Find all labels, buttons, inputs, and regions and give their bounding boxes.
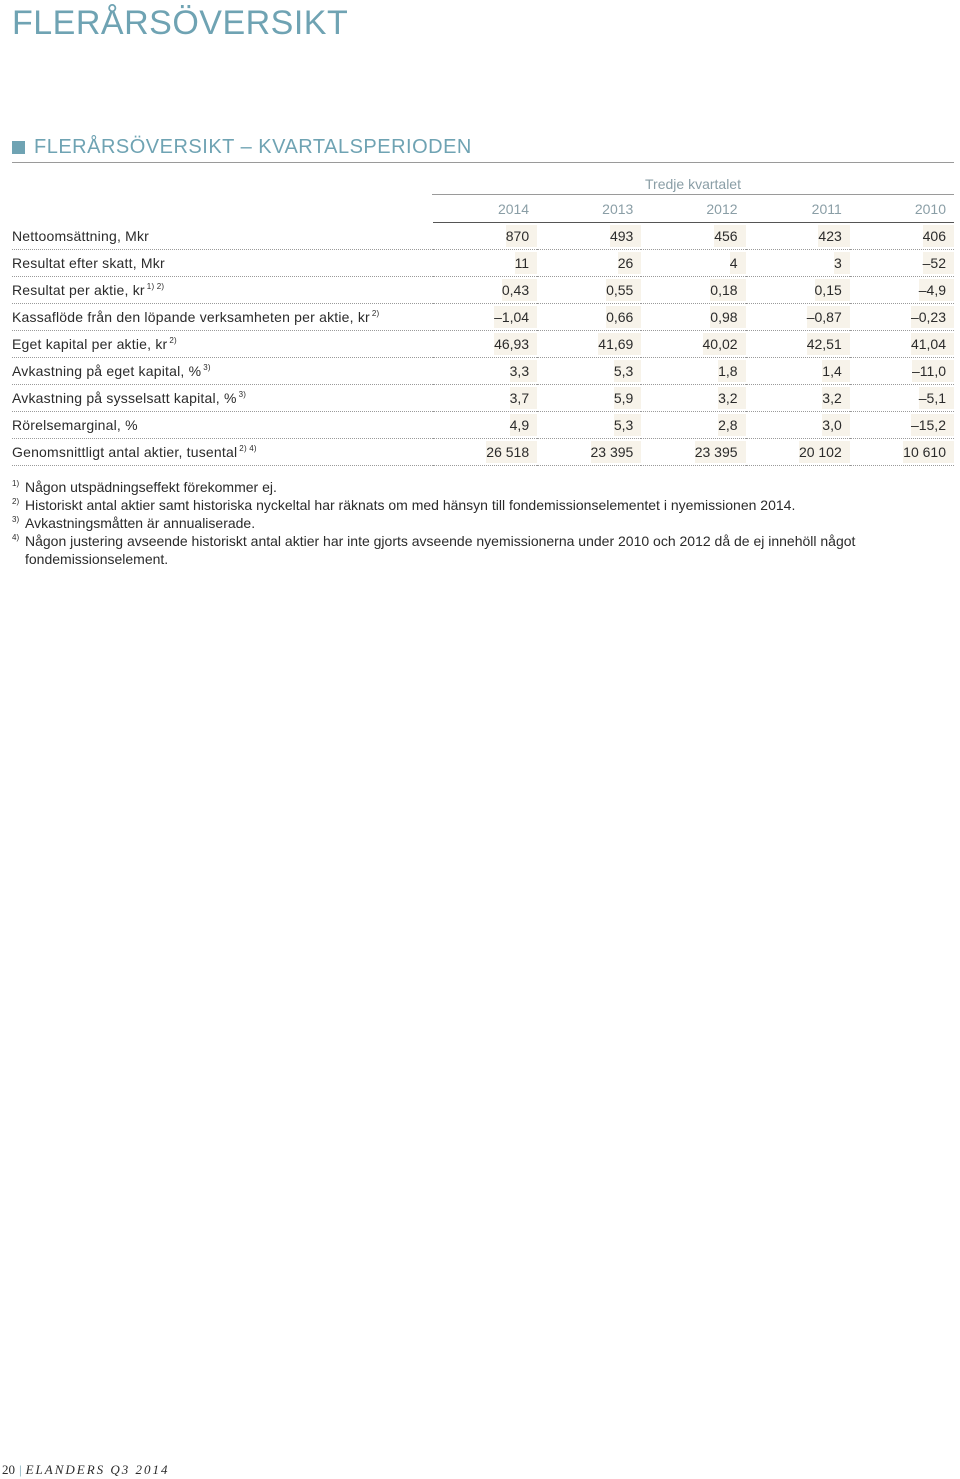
value-text: 406 [923, 225, 954, 247]
table-row [12, 331, 954, 358]
value-cell [641, 439, 745, 466]
row-label-text: Avkastning på eget kapital, % [12, 363, 202, 379]
table-row [12, 385, 954, 412]
footnote-mark: 4) [12, 533, 20, 542]
value-text: 26 [618, 252, 642, 274]
page-number: 20 [2, 1462, 15, 1477]
page-footer [2, 1462, 170, 1478]
value-cell [537, 385, 641, 412]
footnote-text: Avkastningsmåtten är annualiserade. [25, 515, 256, 531]
table-row [12, 250, 954, 277]
value-cell [746, 331, 850, 358]
value-text: –4,9 [919, 279, 954, 301]
table-header-label [12, 196, 433, 223]
value-text: 5,3 [614, 414, 641, 436]
value-text: 11 [515, 252, 538, 274]
row-label-text: Eget kapital per aktie, kr [12, 336, 168, 352]
value-cell [746, 358, 850, 385]
value-text: 423 [818, 225, 849, 247]
row-label-text: Resultat efter skatt, Mkr [12, 255, 165, 271]
year-header: 2012 [641, 196, 745, 223]
footnote [12, 532, 952, 568]
value-cell [537, 250, 641, 277]
row-label-text: Rörelsemarginal, % [12, 417, 138, 433]
value-text: 0,66 [606, 306, 641, 328]
footnote-ref: 2) [371, 309, 380, 318]
value-text: 23 395 [695, 441, 746, 463]
row-label [12, 331, 433, 358]
value-text: 20 102 [799, 441, 850, 463]
table-row [12, 358, 954, 385]
value-text: 3 [834, 252, 850, 274]
value-text: 0,18 [710, 279, 745, 301]
row-label [12, 385, 433, 412]
value-cell [850, 277, 954, 304]
footnote-text: Någon justering avseende historiskt antal aktier har inte gjorts avseende nyemissionerna under 2010 och 2012 då de ej innehöll något fondemissionselement. [25, 533, 856, 567]
value-cell [537, 223, 641, 250]
footnote-text: Historiskt antal aktier samt historiska nyckeltal har räknats om med hänsyn till fondemissionselementet i nyemissionen 2014. [25, 497, 796, 513]
footnote [12, 496, 952, 514]
table-row [12, 439, 954, 466]
row-label [12, 277, 433, 304]
footnote-mark: 3) [12, 515, 20, 524]
value-text: 0,43 [502, 279, 537, 301]
row-label [12, 304, 433, 331]
value-text: 3,3 [510, 360, 537, 382]
value-text: 1,4 [822, 360, 849, 382]
table-row [12, 412, 954, 439]
table-row [12, 277, 954, 304]
value-cell [537, 358, 641, 385]
year-header: 2010 [850, 196, 954, 223]
section-heading [12, 136, 954, 163]
section-title: FLERÅRSÖVERSIKT – KVARTALSPERIODEN [34, 136, 472, 158]
value-cell [641, 385, 745, 412]
value-cell [641, 331, 745, 358]
value-cell [537, 331, 641, 358]
footnote-ref: 3) [238, 390, 247, 399]
value-text: 5,9 [614, 387, 641, 409]
footnotes [12, 478, 952, 568]
row-label [12, 223, 433, 250]
value-text: 23 395 [591, 441, 642, 463]
year-header: 2011 [746, 196, 850, 223]
value-text: 493 [610, 225, 641, 247]
value-cell [433, 277, 537, 304]
value-text: 40,02 [703, 333, 746, 355]
value-cell [433, 250, 537, 277]
value-cell [433, 385, 537, 412]
value-text: –0,23 [911, 306, 954, 328]
value-cell [641, 358, 745, 385]
value-text: 41,04 [911, 333, 954, 355]
value-cell [433, 223, 537, 250]
value-text: 1,8 [718, 360, 745, 382]
value-text: 10 610 [903, 441, 954, 463]
value-cell [850, 439, 954, 466]
value-cell [746, 277, 850, 304]
value-text: –1,04 [494, 306, 537, 328]
value-cell [850, 304, 954, 331]
footnote [12, 514, 952, 532]
row-label-text: Nettoomsättning, Mkr [12, 227, 150, 244]
value-cell [641, 304, 745, 331]
value-cell [850, 358, 954, 385]
footnote-ref: 2) 4) [239, 444, 257, 453]
value-text: 5,3 [614, 360, 641, 382]
value-text: –11,0 [912, 360, 954, 382]
table-header-row [12, 196, 954, 223]
value-cell [746, 223, 850, 250]
footnote-text: Någon utspädningseffekt förekommer ej. [25, 479, 277, 495]
value-cell [746, 439, 850, 466]
value-cell [746, 304, 850, 331]
value-text: 46,93 [494, 333, 537, 355]
value-text: 3,0 [822, 414, 849, 436]
value-text: –0,87 [807, 306, 850, 328]
value-cell [850, 331, 954, 358]
row-label [12, 250, 433, 277]
value-text: 0,55 [606, 279, 641, 301]
value-text: –15,2 [911, 414, 954, 436]
value-text: 3,2 [822, 387, 849, 409]
value-text: 4 [730, 252, 746, 274]
year-header: 2013 [537, 196, 641, 223]
value-text: 41,69 [598, 333, 641, 355]
value-text: 42,51 [807, 333, 850, 355]
value-cell [850, 385, 954, 412]
value-text: 3,2 [718, 387, 745, 409]
row-label [12, 439, 433, 466]
value-cell [641, 223, 745, 250]
table-row [12, 223, 954, 250]
table-row [12, 304, 954, 331]
value-cell [641, 412, 745, 439]
footer-brand: ELANDERS Q3 2014 [25, 1462, 170, 1477]
row-label-text: Avkastning på sysselsatt kapital, % [12, 390, 237, 406]
value-cell [537, 304, 641, 331]
value-cell [433, 439, 537, 466]
value-cell [537, 439, 641, 466]
footnote [12, 478, 952, 496]
value-text: 0,98 [710, 306, 745, 328]
value-cell [433, 412, 537, 439]
value-cell [433, 358, 537, 385]
value-cell [850, 223, 954, 250]
value-cell [433, 304, 537, 331]
value-text: 2,8 [718, 414, 745, 436]
value-text: 0,15 [815, 279, 850, 301]
value-text: –5,1 [919, 387, 954, 409]
value-text: 3,7 [510, 387, 537, 409]
value-text: 26 518 [486, 441, 537, 463]
value-cell [537, 412, 641, 439]
value-cell [746, 385, 850, 412]
value-cell [641, 250, 745, 277]
footnote-ref: 2) [169, 336, 177, 345]
row-label [12, 412, 433, 439]
row-label-text: Resultat per aktie, kr [12, 282, 145, 298]
group-header: Tredje kvartalet [432, 176, 954, 195]
value-cell [746, 250, 850, 277]
value-cell [433, 331, 537, 358]
footnote-mark: 2) [12, 497, 20, 506]
footnote-ref: 3) [203, 363, 211, 372]
value-text: –52 [923, 252, 954, 274]
year-header: 2014 [433, 196, 537, 223]
section-square-icon [12, 141, 25, 154]
value-text: 870 [506, 225, 537, 247]
value-text: 4,9 [510, 414, 537, 436]
footnote-ref: 1) 2) [146, 282, 165, 291]
value-cell [850, 250, 954, 277]
kpi-table [12, 196, 954, 466]
row-label-text: Kassaflöde från den löpande verksamheten per aktie, kr [12, 309, 370, 325]
value-text: 456 [714, 225, 745, 247]
footer-separator: | [19, 1462, 22, 1477]
value-cell [641, 277, 745, 304]
table-body [12, 223, 954, 466]
page-title: FLERÅRSÖVERSIKT [12, 4, 349, 42]
value-cell [746, 412, 850, 439]
footnote-mark: 1) [12, 479, 20, 488]
row-label-text: Genomsnittligt antal aktier, tusental [12, 444, 238, 460]
value-cell [850, 412, 954, 439]
value-cell [537, 277, 641, 304]
row-label [12, 358, 433, 385]
